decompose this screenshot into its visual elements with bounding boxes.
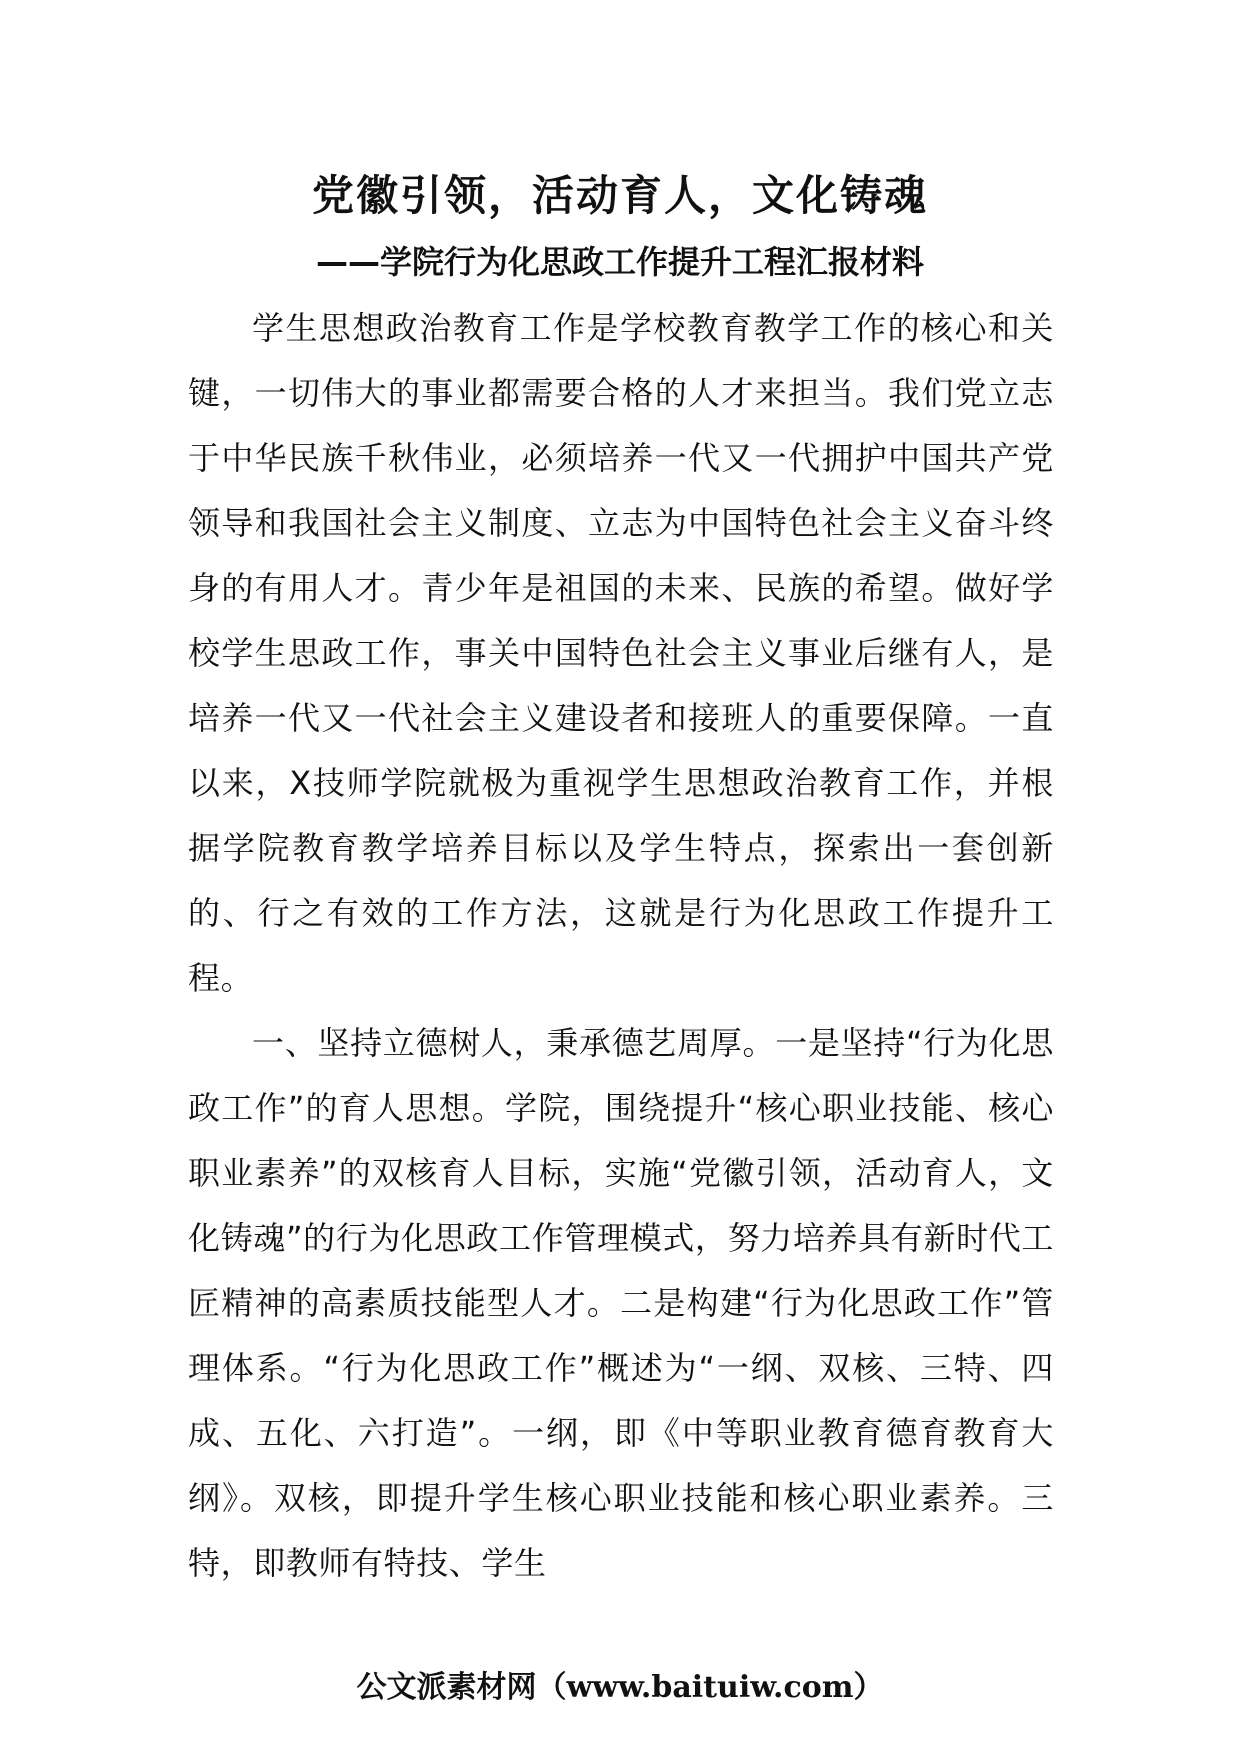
paragraph-section-one: 一、坚持立德树人，秉承德艺周厚。一是坚持“行为化思政工作”的育人思想。学院，围绕提升“核心职业技能、核心职业素养”的双核育人目标，实施“党徽引领，活动育人，文化铸魂”的行为化思政工作管理模式，努力培养具有新时代工匠精神的高素质技能型人才。二是构建“行为化思政工作”管理体系。“行为化思政工作”概述为“一纲、双核、三特、四成、五化、六打造”。一纲，即《中等职业教育德育教育大纲》。双核，即提升学生核心职业技能和核心职业素养。三特，即教师有特技、学生 — [188, 1024, 1054, 1582]
document-subtitle: ——学院行为化思政工作提升工程汇报材料 — [315, 243, 924, 281]
document-body — [188, 296, 1054, 1596]
document-title: 党徽引领，活动育人，文化铸魂 — [311, 171, 928, 220]
source-footer: 公文派素材网（www.baituiw.com） — [356, 1670, 884, 1705]
paragraph-intro: 学生思想政治教育工作是学校教育教学工作的核心和关键，一切伟大的事业都需要合格的人才来担当。我们党立志于中华民族千秋伟业，必须培养一代又一代拥护中国共产党领导和我国社会主义制度、立志为中国特色社会主义奋斗终身的有用人才。青少年是祖国的未来、民族的希望。做好学校学生思政工作，事关中国特色社会主义事业后继有人，是培养一代又一代社会主义建设者和接班人的重要保障。一直以来，X技师学院就极为重视学生思想政治教育工作，并根据学院教育教学培养目标以及学生特点，探索出一套创新的、行之有效的工作方法，这就是行为化思政工作提升工程。 — [188, 309, 1054, 997]
